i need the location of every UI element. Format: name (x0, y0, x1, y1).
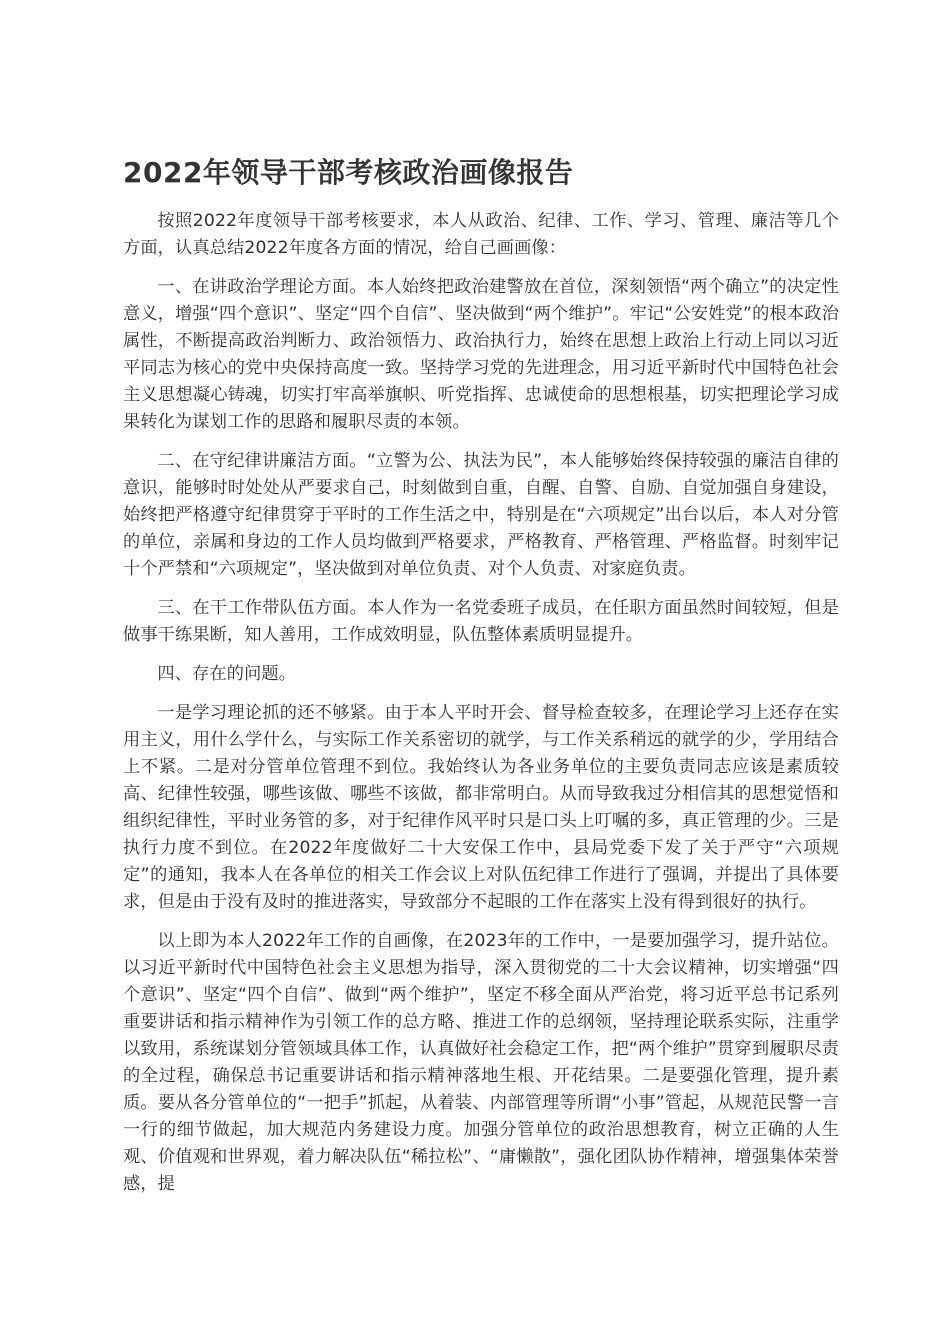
paragraph-problems: 一是学习理论抓的还不够紧。由于本人平时开会、督导检查较多，在理论学习上还存在实用主义，用什么学什么，与实际工作关系密切的就学，与工作关系稍远的就学的少，学用结合上不紧。二是对分管单位管理不到位。我始终认为各业务单位的主要负责同志应该是素质较高、纪律性较强，哪些该做、哪些不该做，都非常明白。从而导致我过分相信其的思想觉悟和组织纪律性，平时业务管的多，对于纪律作风平时只是口头上叮嘱的多，真正管理的少。三是执行力度不到位。在2022年度做好二十大安保工作中，县局党委下发了关于严守“六项规定”的通知，我本人在各单位的相关工作会议上对队伍纪律工作进行了强调，并提出了具体要求，但是由于没有及时的推进落实，导致部分不起眼的工作在落实上没有得到很好的执行。 (123, 703, 839, 912)
paragraph-intro: 按照2022年度领导干部考核要求，本人从政治、纪律、工作、学习、管理、廉洁等几个方面，认真总结2022年度各方面的情况，给自己画画像： (123, 211, 839, 258)
document-title: 2022年领导干部考核政治画像报告 (123, 156, 574, 189)
paragraph-summary-plan: 以上即为本人2022年工作的自画像，在2023年的工作中，一是要加强学习，提升站位。以习近平新时代中国特色社会主义思想为指导，深入贯彻党的二十大会议精神，切实增强“四个意识”、坚定“四个自信”、做到“两个维护”，坚定不移全面从严治党，将习近平总书记系列重要讲话和指示精神作为引领工作的总方略、推进工作的总纲领，坚持理论联系实际，注重学以致用，系统谋划分管领域具体工作，认真做好社会稳定工作，把“两个维护”贯穿到履职尽责的全过程，确保总书记重要讲话和指示精神落地生根、开花结果。二是要强化管理，提升素质。要从各分管单位的“一把手”抓起，从着装、内部管理等所谓“小事”管起，从规范民警一言一行的细节做起，加大规范内务建设力度。加强分管单位的政治思想教育，树立正确的人生观、价值观和世界观，着力解决队伍“稀拉松”、“庸懒散”，强化团队协作精神，增强集体荣誉感，提 (123, 931, 839, 1194)
paragraph-problems-heading: 四、存在的问题。 (157, 664, 297, 684)
paragraph-discipline: 二、在守纪律讲廉洁方面。“立警为公、执法为民”，本人能够始终保持较强的廉洁自律的意识，能够时时处处从严要求自己，时刻做到自重，自醒、自警、自励、自觉加强自身建设，始终把严格遵守纪律贯穿于平时的工作生活之中，特别是在“六项规定”出台以后，本人对分管的单位，亲属和身边的工作人员均做到严格要求，严格教育、严格管理、严格监督。时刻牢记十个严禁和“六项规定”，坚决做到对单位负责、对个人负责、对家庭负责。 (123, 451, 839, 579)
document-body (123, 208, 839, 1210)
paragraph-politics: 一、在讲政治学理论方面。本人始终把政治建警放在首位，深刻领悟“两个确立”的决定性意义，增强“四个意识”、坚定“四个自信”、坚决做到“两个维护”。牢记“公安姓党”的根本政治属性，不断提高政治判断力、政治领悟力、政治执行力，始终在思想上政治上行动上同以习近平同志为核心的党中央保持高度一致。坚持学习党的先进理念，用习近平新时代中国特色社会主义思想凝心铸魂，切实打牢高举旗帜、听党指挥、忠诚使命的思想根基，切实把理论学习成果转化为谋划工作的思路和履职尽责的本领。 (123, 277, 839, 432)
paragraph-work: 三、在干工作带队伍方面。本人作为一名党委班子成员，在任职方面虽然时间较短，但是做事干练果断，知人善用，工作成效明显，队伍整体素质明显提升。 (123, 598, 839, 645)
